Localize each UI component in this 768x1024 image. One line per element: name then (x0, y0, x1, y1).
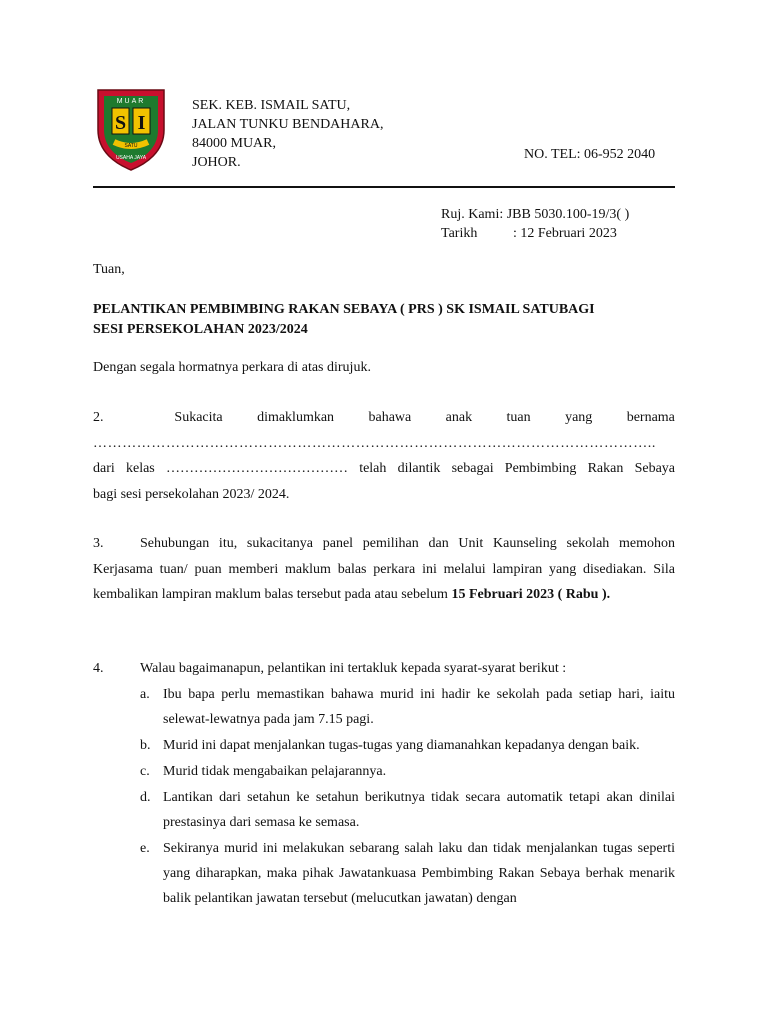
para2-word-7: bernama (626, 410, 675, 425)
list-item (140, 759, 675, 784)
list-marker: d. (140, 790, 151, 805)
crest-letter-i: I (137, 112, 146, 134)
crest-letter-s: S (114, 112, 127, 134)
para4-text: Walau bagaimanapun, pelantikan ini tertakluk kepada syarat-syarat berikut : (140, 661, 567, 676)
list-marker: e. (140, 841, 150, 856)
heading-line-2: SESI PERSEKOLAHAN 2023/2024 (93, 322, 308, 337)
list-item (140, 682, 675, 732)
letter-heading (93, 300, 675, 340)
para2-session-line: bagi sesi persekolahan 2023/ 2024. (93, 486, 290, 502)
para2-word-5: tuan (506, 410, 531, 425)
list-marker: c. (140, 764, 150, 779)
list-marker: b. (140, 738, 151, 753)
tarikh-label: Tarikh (441, 226, 478, 241)
list-item (140, 733, 675, 758)
header-divider (93, 186, 675, 188)
paragraph-3 (93, 531, 675, 608)
ruj-label: Ruj. Kami: (441, 207, 504, 222)
crest-ribbon-text: SATU (124, 143, 138, 149)
address-line-3: 84000 MUAR, (192, 136, 277, 151)
list-item (140, 836, 675, 911)
crest-top-text: MUAR (116, 98, 146, 105)
ruj-value: JBB 5030.100-19/3( ) (506, 207, 630, 222)
list-item (140, 785, 675, 835)
para3-number: 3. (93, 536, 104, 551)
para3-deadline: 15 Februari 2023 ( Rabu ). (451, 587, 611, 602)
address-line-1: SEK. KEB. ISMAIL SATU, (192, 98, 351, 113)
address-line-2: JALAN TUNKU BENDAHARA, (192, 117, 384, 132)
tarikh-value: : 12 Februari 2023 (513, 226, 617, 241)
conditions-list (140, 682, 675, 912)
intro-paragraph: Dengan segala hormatnya perkara di atas dirujuk. (93, 360, 371, 375)
list-item-text: Ibu bapa perlu memastikan bahawa murid ini hadir ke sekolah pada setiap hari, iaitu selewat-lewatnya pada jam 7.15 pagi. (163, 687, 675, 727)
para2-word-2: dimaklumkan (257, 410, 335, 425)
paragraph-4 (93, 656, 675, 682)
salutation: Tuan, (93, 262, 125, 277)
crest-motto: USAHA JAYA (115, 155, 147, 161)
para3-text: Sehubungan itu, sukacitanya panel pemilihan dan Unit Kaunseling sekolah memohon Kerjasama tuan/ puan memberi maklum balas perkara ini melalui lampiran yang disediakan. Sila kembalikan lampiran maklum balas tersebut pada atau sebelum (93, 536, 675, 602)
list-marker: a. (140, 687, 150, 702)
school-address (192, 96, 383, 172)
para2-class-line: dari kelas ………………………………… telah dilantik sebagai Pembimbing Rakan Sebaya (93, 461, 675, 476)
para2-word-3: bahawa (368, 410, 412, 425)
para2-number: 2. (93, 410, 104, 425)
telephone-number: NO. TEL: 06-952 2040 (524, 147, 656, 162)
list-item-text: Murid tidak mengabaikan pelajarannya. (163, 764, 387, 779)
school-crest-logo (90, 86, 172, 172)
list-item-text: Sekiranya murid ini melakukan sebarang salah laku dan tidak menjalankan tugas seperti yang diharapkan, maka pihak Jawatankuasa Pembimbing Rakan Sebaya berhak menarik balik pelantikan jawatan tersebut (melucutkan jawatan) dengan (163, 841, 675, 906)
para4-number: 4. (93, 661, 104, 676)
name-blank-line: …………………………………………………………………………………………………….. (93, 435, 656, 451)
reference-block (441, 205, 629, 243)
address-line-4: JOHOR. (192, 155, 241, 170)
para2-word-6: yang (565, 410, 593, 425)
heading-line-1: PELANTIKAN PEMBIMBING RAKAN SEBAYA ( PRS ) SK ISMAIL SATUBAGI (93, 302, 595, 317)
para2-word-4: anak (445, 410, 473, 425)
para2-word-1: Sukacita (174, 410, 223, 425)
list-item-text: Lantikan dari setahun ke setahun berikutnya tidak secara automatik tetapi akan dinilai prestasinya dari semasa ke semasa. (163, 790, 675, 830)
paragraph-2 (93, 405, 675, 507)
list-item-text: Murid ini dapat menjalankan tugas-tugas yang diamanahkan kepadanya dengan baik. (163, 738, 640, 753)
